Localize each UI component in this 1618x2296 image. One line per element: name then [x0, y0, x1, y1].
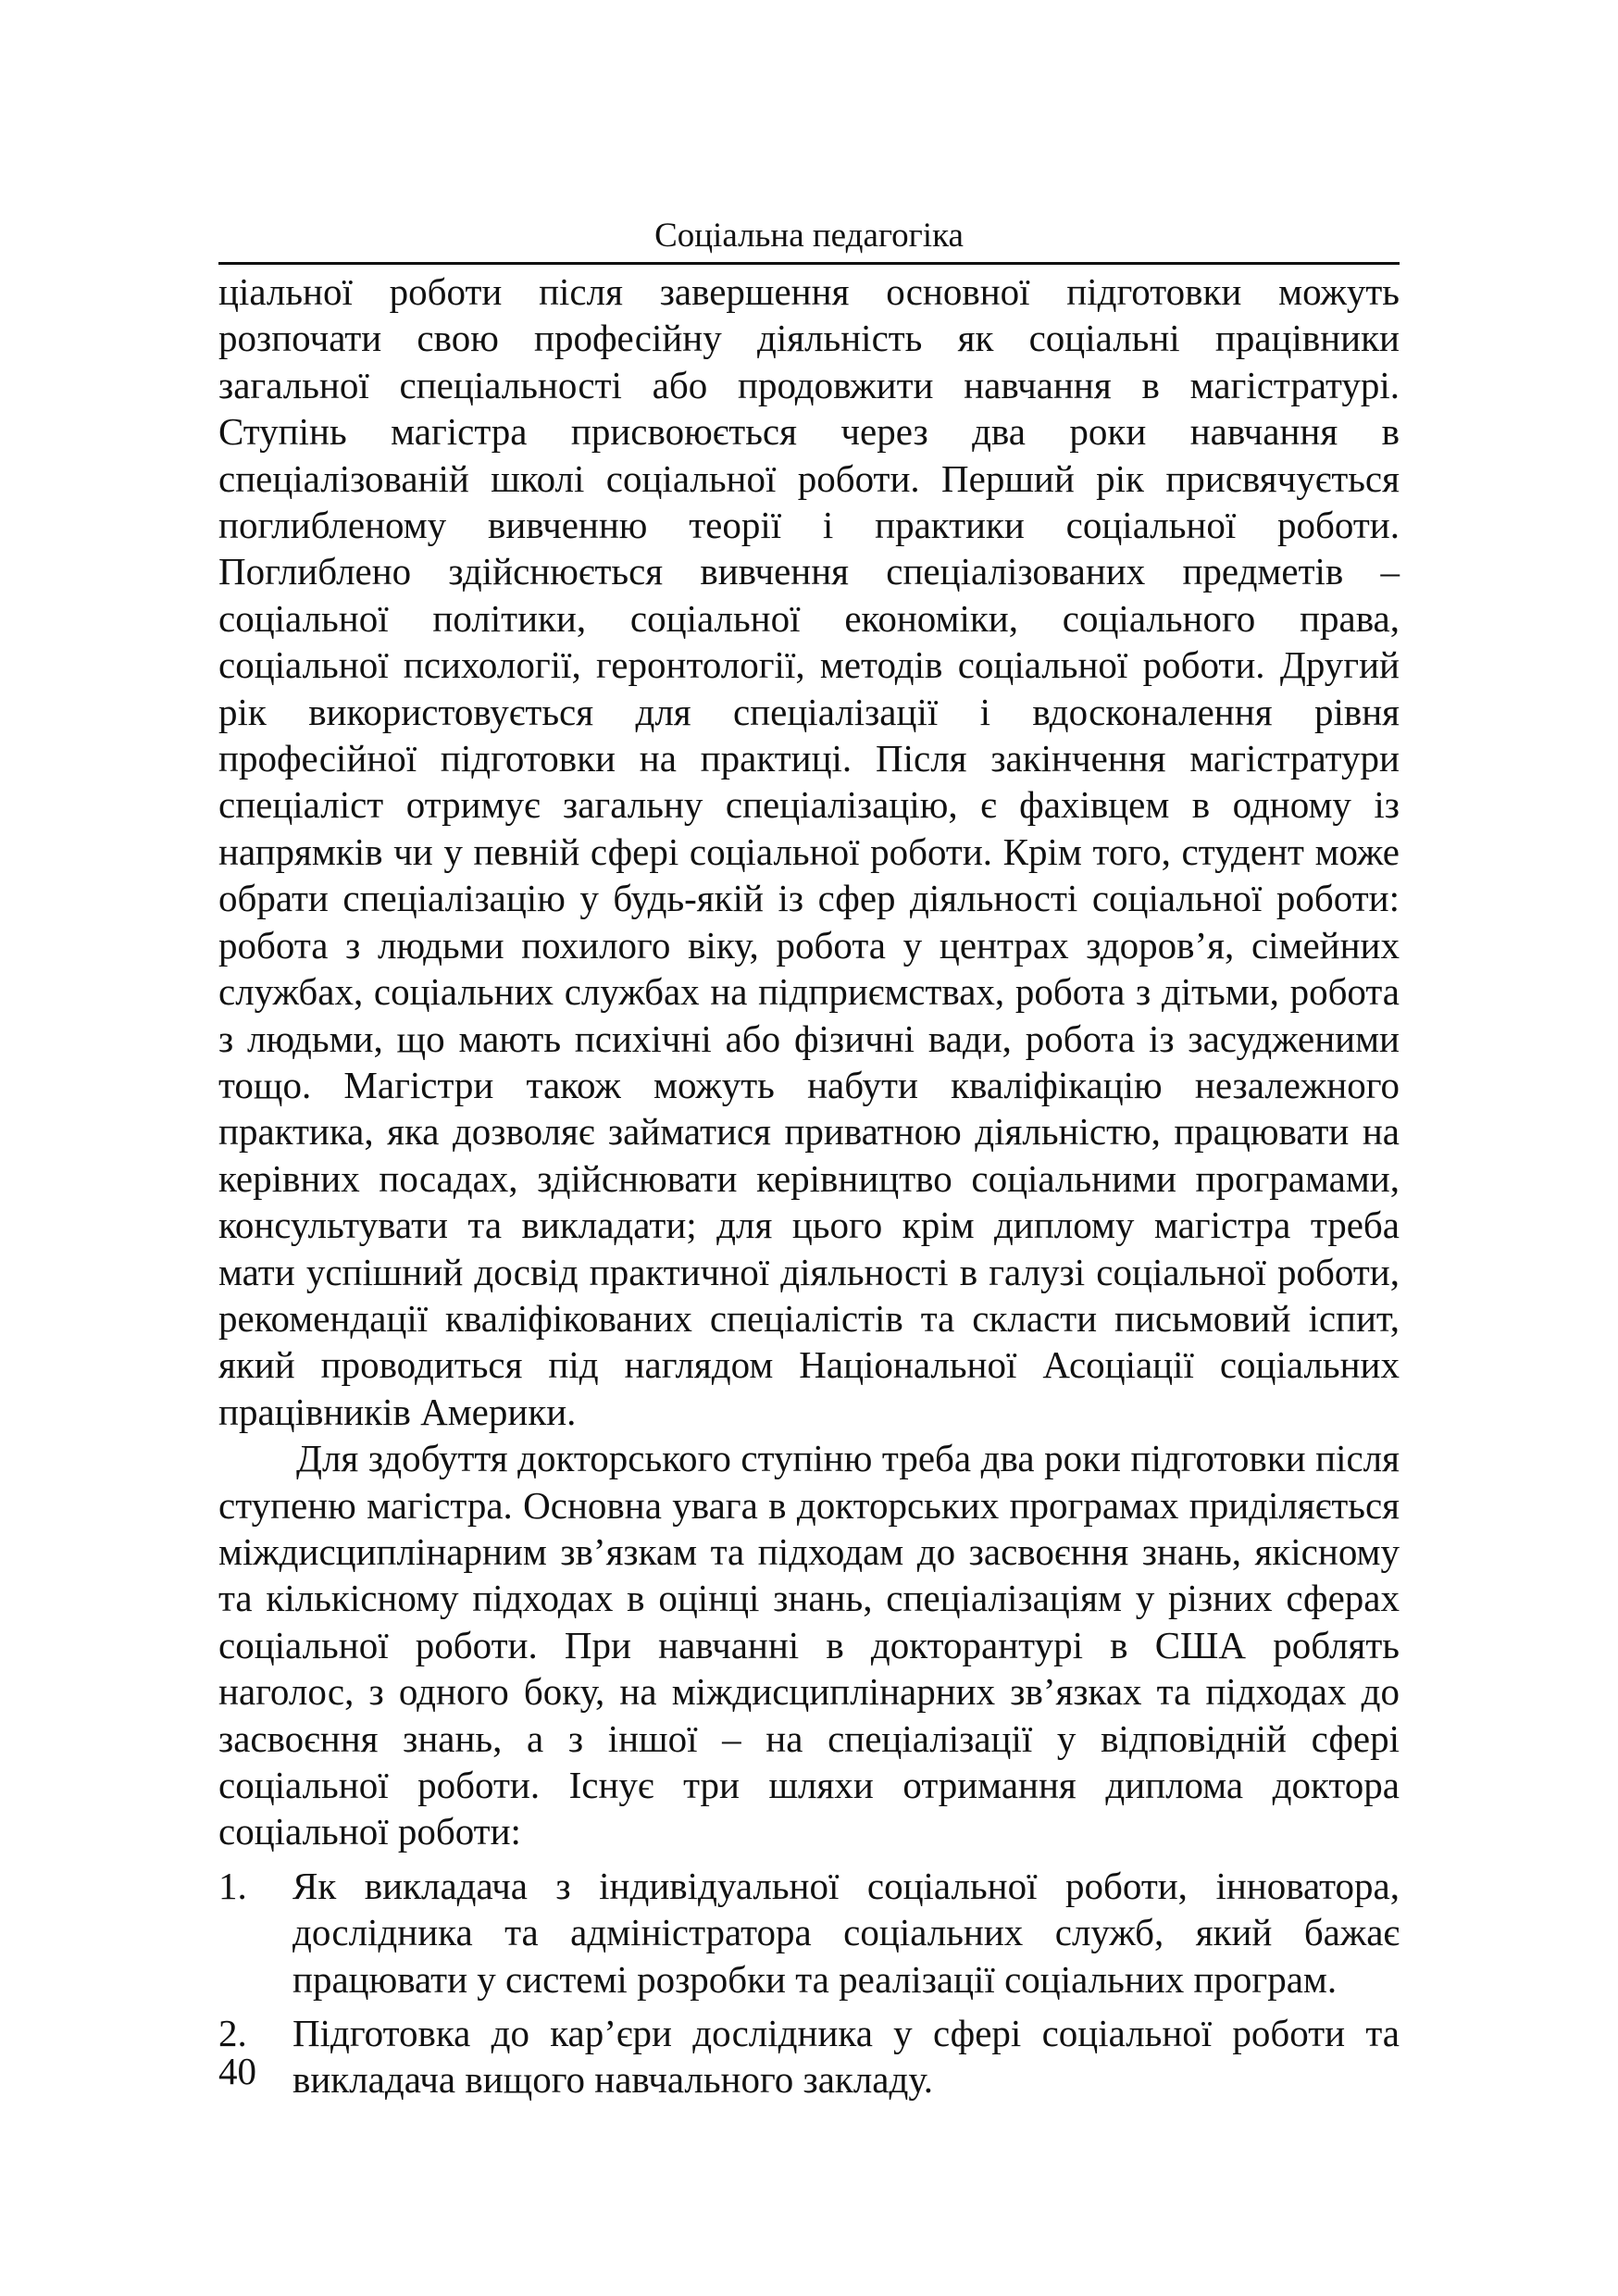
- list-item-number: 2.: [218, 2012, 247, 2055]
- numbered-list: [218, 1863, 1400, 2103]
- list-item-number: 1.: [218, 1864, 247, 1907]
- running-head: Соціальна педагогіка: [654, 217, 964, 255]
- header-rule: [218, 262, 1400, 265]
- page-number: 40: [218, 2050, 256, 2092]
- body-text: [218, 268, 1400, 2103]
- paragraph-doctoral: Для здобуття докторського ступіню треба два роки підготовки після ступеню магістра. Основна увага в докторських програмах приділяється міждисциплінарним зв’язкам та підходам до засвоєння знань, якісному та кількісному підходах в оцінці знань, спеціалізаціям у різних сферах соціальної роботи. При навчанні в докторантурі в США роблять наголос, з одного боку, на міждисциплінарних зв’язках та підходах до засвоєння знань, а з іншої – на спеціалізації у відповідній сфері соціальної роботи. Існує три шляхи отримання диплома доктора соціальної роботи:: [218, 1437, 1400, 1853]
- list-item: [218, 2010, 1400, 2103]
- list-item-text: Підготовка до кар’єри дослідника у сфері соціальної роботи та викладача вищого навчального закладу.: [292, 2012, 1400, 2102]
- paragraph-continuation: ціальної роботи після завершення основної підготовки можуть розпочати свою професійну діяльність як соціальні працівники загальної спеціальності або продовжити навчання в магістратурі. Ступінь магістра присвоюється через два роки навчання в спеціалізованій школі соціальної роботи. Перший рік присвячується поглибленому вивченню теорії і практики соціальної роботи. Поглиблено здійснюється вивчення спеціалізованих предметів – соціальної політики, соціальної економіки, соціального права, соціальної психології, геронтології, методів соціальної роботи. Другий рік використовується для спеціалізації і вдосконалення рівня професійної підготовки на практиці. Після закінчення магістратури спеціаліст отримує загальну спеціалізацію, є фахівцем в одному із напрямків чи у певній сфері соціальної роботи. Крім того, студент може обрати спеціалізацію у будь-якій із сфер діяльності соціальної роботи: робота з людьми похилого віку, робота у центрах здоров’я, сімейних службах, соціальних службах на підприємствах, робота з дітьми, робота з людьми, що мають психічні або фізичні вади, робота із засудженими тощо. Магістри також можуть набути кваліфікацію незалежного практика, яка дозволяє займатися приватною діяльністю, працювати на керівних посадах, здійснювати керівництво соціальними програмами, консультувати та викладати; для цього крім диплому магістра треба мати успішний досвід практичної діяльності в галузі соціальної роботи, рекомендації кваліфікованих спеціалістів та скласти письмовий іспит, який проводиться під наглядом Національної Асоціації соціальних працівників Америки.: [218, 270, 1400, 1433]
- list-item-text: Як викладача з індивідуальної соціальної роботи, інноватора, дослідника та адміністратора соціальних служб, який бажає працювати у системі розробки та реалізації соціальних програм.: [292, 1864, 1400, 2001]
- list-item: [218, 1863, 1400, 2003]
